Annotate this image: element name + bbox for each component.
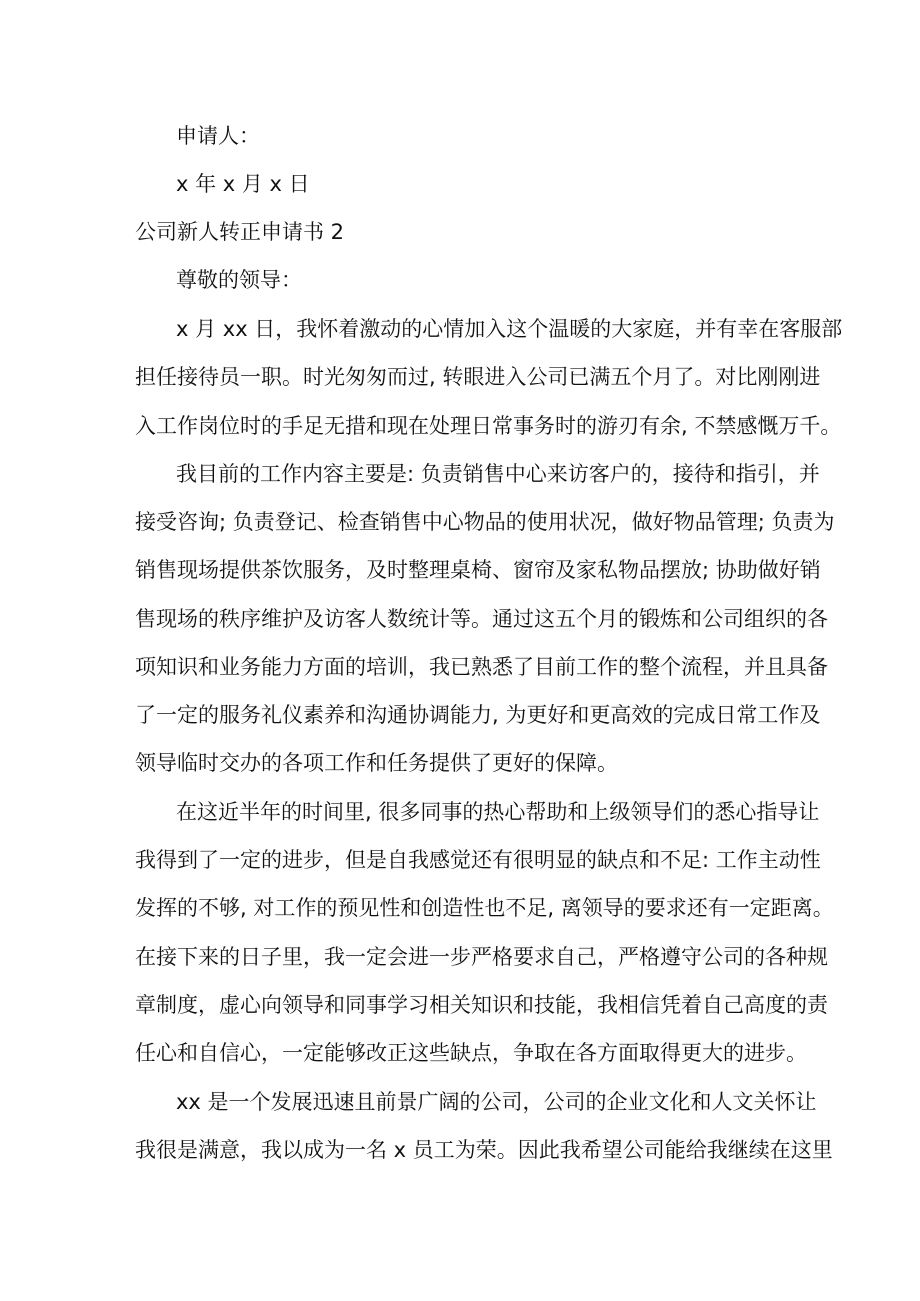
paragraph-3-line-6: 任心和自信心，一定能够改正这些缺点，争取在各方面取得更大的进步。 (135, 1041, 807, 1065)
paragraph-1-line-2: 担任接待员一职。时光匆匆而过, 转眼进入公司已满五个月了。对比刚刚进 (135, 365, 821, 389)
paragraph-4-line-1: xx 是一个发展迅速且前景广阔的公司，公司的企业文化和人文关怀让 (176, 1090, 817, 1114)
paragraph-3-line-4: 在接下来的日子里，我一定会进一步严格要求自己，严格遵守公司的各种规 (135, 945, 828, 969)
paragraph-1-line-1: x 月 xx 日，我怀着激动的心情加入这个温暖的大家庭，并有幸在客服部 (176, 317, 843, 341)
application-date: x 年 x 月 x 日 (176, 172, 310, 196)
paragraph-2-line-6: 了一定的服务礼仪素养和沟通协调能力, 为更好和更高效的完成日常工作及 (135, 703, 821, 727)
paragraph-3-line-3: 发挥的不够, 对工作的预见性和创造性也不足, 离领导的要求还有一定距离。 (135, 896, 834, 920)
applicant-label: 申请人： (176, 124, 260, 148)
paragraph-2-line-5: 项知识和业务能力方面的培训，我已熟悉了目前工作的整个流程，并且具备 (135, 655, 828, 679)
paragraph-2-line-4: 售现场的秩序维护及访客人数统计等。通过这五个月的锻炼和公司组织的各 (135, 607, 828, 631)
document-title: 公司新人转正申请书 2 (135, 220, 345, 244)
paragraph-2-line-3: 销售现场提供茶饮服务，及时整理桌椅、窗帘及家私物品摆放; 协助做好销 (135, 558, 821, 582)
paragraph-1-line-3: 入工作岗位时的手足无措和现在处理日常事务时的游刃有余, 不禁感慨万千。 (135, 414, 842, 438)
paragraph-4-line-2: 我很是满意，我以成为一名 x 员工为荣。因此我希望公司能给我继续在这里 (135, 1138, 833, 1162)
paragraph-2-line-1: 我目前的工作内容主要是: 负责销售中心来访客户的，接待和指引，并 (176, 462, 820, 486)
paragraph-3-line-1: 在这近半年的时间里, 很多同事的热心帮助和上级领导们的悉心指导让 (176, 800, 820, 824)
salutation: 尊敬的领导： (176, 268, 302, 292)
paragraph-2-line-2: 接受咨询; 负责登记、检查销售中心物品的使用状况，做好物品管理; 负责为 (135, 510, 835, 534)
paragraph-3-line-5: 章制度，虚心向领导和同事学习相关知识和技能，我相信凭着自己高度的责 (135, 993, 828, 1017)
paragraph-3-line-2: 我得到了一定的进步，但是自我感觉还有很明显的缺点和不足: 工作主动性 (135, 848, 821, 872)
paragraph-2-line-7: 领导临时交办的各项工作和任务提供了更好的保障。 (135, 751, 618, 775)
